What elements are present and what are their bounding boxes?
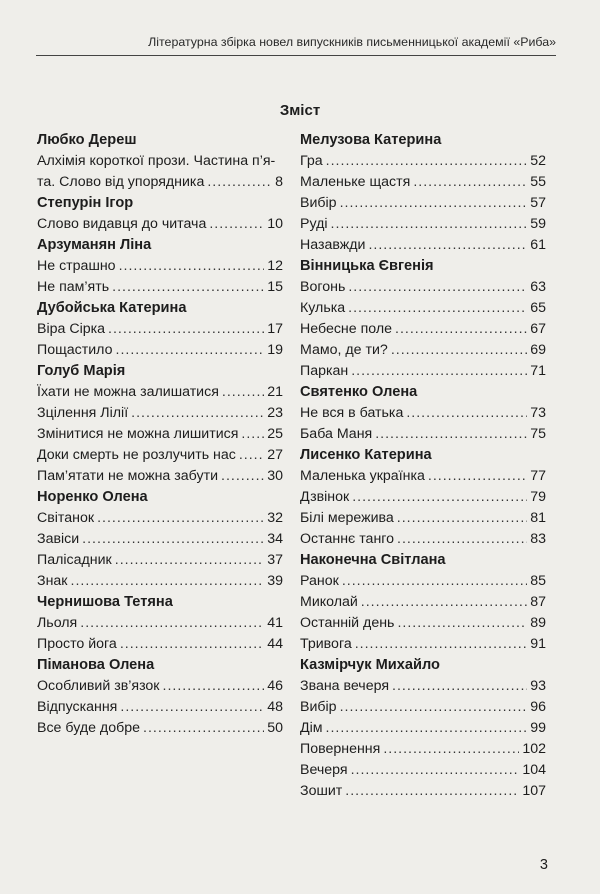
toc-entry-title: Ранок [300, 573, 339, 589]
toc-entry [300, 298, 546, 319]
toc-entry-page: 99 [530, 720, 546, 736]
dot-leader [348, 298, 527, 319]
toc-entry [37, 277, 283, 298]
toc-entry [300, 508, 546, 529]
toc-entry-page: 63 [530, 279, 546, 295]
dot-leader [221, 466, 264, 487]
toc-entry [300, 424, 546, 445]
toc-entry-page: 48 [267, 699, 283, 715]
toc-entry [300, 340, 546, 361]
toc-entry-page: 39 [267, 573, 283, 589]
toc-author: Арзуманян Ліна [37, 237, 152, 253]
dot-leader [97, 508, 264, 529]
toc-entry [37, 319, 283, 340]
toc-entry-title: Слово видавця до читача [37, 216, 207, 232]
toc-author: Дубойська Катерина [37, 300, 187, 316]
toc-entry-title: Гра [300, 153, 323, 169]
dot-leader [351, 760, 520, 781]
toc-entry-page: 77 [530, 468, 546, 484]
toc-author: Вінницька Євгенія [300, 258, 434, 274]
toc-entry-page: 25 [267, 426, 283, 442]
toc-entry-page: 89 [530, 615, 546, 631]
toc-entry [37, 718, 283, 739]
toc-entry [300, 487, 546, 508]
toc-entry [37, 571, 283, 592]
toc-entry-page: 50 [267, 720, 283, 736]
dot-leader [342, 571, 527, 592]
toc-entry-page: 71 [530, 363, 546, 379]
toc-entry [37, 382, 283, 403]
dot-leader [80, 613, 264, 634]
dot-leader [222, 382, 264, 403]
toc-entry-page: 12 [267, 258, 283, 274]
toc-entry-page: 37 [267, 552, 283, 568]
dot-leader [108, 319, 264, 340]
dot-leader [116, 340, 265, 361]
dot-leader [331, 214, 528, 235]
toc-entry [300, 592, 546, 613]
dot-leader [345, 781, 519, 802]
toc-entry-title: Вибір [300, 195, 337, 211]
toc-entry-page: 19 [267, 342, 283, 358]
toc-entry [300, 403, 546, 424]
dot-leader [207, 172, 272, 193]
toc-entry-page: 87 [530, 594, 546, 610]
toc-entry-page: 81 [530, 510, 546, 526]
toc-entry-title: Останнє танго [300, 531, 395, 547]
toc-entry-page: 30 [267, 468, 283, 484]
dot-leader [395, 319, 527, 340]
dot-leader [131, 403, 264, 424]
toc-entry [300, 634, 546, 655]
toc-entry-title: Завіси [37, 531, 80, 547]
toc-entry [37, 697, 283, 718]
toc-entry-page: 41 [267, 615, 283, 631]
toc-entry [300, 697, 546, 718]
toc-entry-page: 8 [275, 174, 283, 190]
toc-entry-title: Не вся в батька [300, 405, 404, 421]
dot-leader [209, 214, 264, 235]
toc-left-column [37, 130, 283, 739]
toc-author: Норенко Олена [37, 489, 148, 505]
toc-entry-title: Маленьке щастя [300, 174, 411, 190]
dot-leader [368, 235, 527, 256]
dot-leader [82, 529, 264, 550]
toc-entry-title: Доки смерть не розлучить нас [37, 447, 236, 463]
toc-entry [300, 235, 546, 256]
toc-entry [300, 172, 546, 193]
toc-entry-page: 73 [530, 405, 546, 421]
toc-entry-page: 67 [530, 321, 546, 337]
toc-entry-title: Особливий зв’язок [37, 678, 160, 694]
dot-leader [340, 697, 528, 718]
toc-entry [37, 508, 283, 529]
toc-entry-title: Дім [300, 720, 323, 736]
toc-entry-page: 34 [267, 531, 283, 547]
dot-leader [352, 487, 527, 508]
toc-entry-page: 46 [267, 678, 283, 694]
toc-entry [300, 760, 546, 781]
toc-right-column [300, 130, 546, 802]
toc-entry-title: Небесне поле [300, 321, 393, 337]
toc-entry-title: Відпускання [37, 699, 118, 715]
toc-entry-page: 15 [267, 279, 283, 295]
toc-entry-title: Дзвінок [300, 489, 350, 505]
toc-entry [300, 676, 546, 697]
toc-entry-page: 102 [522, 741, 546, 757]
dot-leader [397, 613, 527, 634]
toc-entry-title: Просто йога [37, 636, 117, 652]
toc-entry [300, 277, 546, 298]
toc-entry-page: 96 [530, 699, 546, 715]
toc-entry-title: Віра Сірка [37, 321, 106, 337]
dot-leader [112, 277, 264, 298]
toc-entry [37, 550, 283, 571]
dot-leader [375, 424, 527, 445]
toc-entry-page: 79 [530, 489, 546, 505]
toc-entry-page: 32 [267, 510, 283, 526]
toc-entry-title: Вогонь [300, 279, 346, 295]
toc-author: Голуб Марія [37, 363, 126, 379]
toc-entry-title: Зцілення Лілії [37, 405, 129, 421]
toc-entry-title: Кулька [300, 300, 346, 316]
toc-entry [37, 403, 283, 424]
toc-entry [300, 214, 546, 235]
toc-entry-page: 104 [522, 762, 546, 778]
toc-author: Піманова Олена [37, 657, 155, 673]
dot-leader [326, 718, 528, 739]
toc-entry-page: 23 [267, 405, 283, 421]
dot-leader [143, 718, 264, 739]
dot-leader [239, 445, 264, 466]
toc-entry-title: Вибір [300, 699, 337, 715]
toc-entry [300, 529, 546, 550]
toc-entry [300, 193, 546, 214]
toc-entry-title: Білі мережива [300, 510, 394, 526]
toc-entry-page: 57 [530, 195, 546, 211]
toc-author: Чернишова Тетяна [37, 594, 173, 610]
dot-leader [383, 739, 519, 760]
toc-author: Святенко Олена [300, 384, 418, 400]
toc-entry-page: 44 [267, 636, 283, 652]
toc-entry [300, 319, 546, 340]
toc-entry [37, 676, 283, 697]
dot-leader [115, 550, 264, 571]
dot-leader [340, 193, 528, 214]
dot-leader [119, 256, 265, 277]
toc-entry-page: 91 [530, 636, 546, 652]
toc-entry-page: 65 [530, 300, 546, 316]
dot-leader [348, 277, 527, 298]
toc-entry-title: Знак [37, 573, 68, 589]
dot-leader [406, 403, 527, 424]
toc-entry-page: 69 [530, 342, 546, 358]
dot-leader [391, 340, 527, 361]
toc-entry [37, 445, 283, 466]
dot-leader [397, 529, 527, 550]
toc-entry-title: Мамо, де ти? [300, 342, 388, 358]
toc-entry [300, 718, 546, 739]
toc-entry-page: 27 [267, 447, 283, 463]
toc-entry [300, 151, 546, 172]
dot-leader [413, 172, 527, 193]
toc-entry [300, 781, 546, 802]
toc-entry [37, 466, 283, 487]
toc-entry-title: Палісадник [37, 552, 112, 568]
toc-entry-title: Змінитися не можна лишитися [37, 426, 239, 442]
dot-leader [163, 676, 265, 697]
toc-entry-title: Назавжди [300, 237, 366, 253]
toc-entry-page: 10 [267, 216, 283, 232]
toc-entry [300, 466, 546, 487]
toc-entry-title: Тривога [300, 636, 352, 652]
toc-entry-page: 59 [530, 216, 546, 232]
toc-entry-title: Баба Маня [300, 426, 373, 442]
toc-entry-page: 17 [267, 321, 283, 337]
dot-leader [392, 676, 527, 697]
toc-entry-title: Звана вечеря [300, 678, 389, 694]
toc-entry [300, 361, 546, 382]
toc-entry-page: 75 [530, 426, 546, 442]
toc-entry [37, 634, 283, 655]
toc-entry-title: Останній день [300, 615, 395, 631]
dot-leader [351, 361, 527, 382]
page-number: 3 [539, 857, 548, 873]
dot-leader [326, 151, 528, 172]
toc-entry-title: Пощастило [37, 342, 113, 358]
dot-leader [120, 634, 264, 655]
toc-entry-page: 52 [530, 153, 546, 169]
toc-entry-page: 83 [530, 531, 546, 547]
toc-entry-title: Зошит [300, 783, 343, 799]
toc-author: Казмірчук Михайло [300, 657, 440, 673]
toc-entry-page: 85 [530, 573, 546, 589]
dot-leader [241, 424, 264, 445]
toc-entry [37, 340, 283, 361]
toc-entry-page: 55 [530, 174, 546, 190]
toc-entry-page: 93 [530, 678, 546, 694]
toc-entry-title: та. Слово від упорядника [37, 174, 205, 190]
toc-entry-title: Пам’ятати не можна забути [37, 468, 218, 484]
toc-entry-title: Не страшно [37, 258, 116, 274]
toc-entry [37, 172, 283, 193]
toc-entry-title: Льоля [37, 615, 78, 631]
toc-entry [37, 529, 283, 550]
dot-leader [428, 466, 527, 487]
toc-entry [37, 613, 283, 634]
toc-entry-page: 107 [522, 783, 546, 799]
toc-entry [37, 424, 283, 445]
toc-entry-title: Миколай [300, 594, 358, 610]
toc-entry [300, 739, 546, 760]
dot-leader [120, 697, 264, 718]
dot-leader [397, 508, 527, 529]
toc-author: Степурін Ігор [37, 195, 134, 211]
toc-entry-title: Вечеря [300, 762, 348, 778]
toc-entry [37, 256, 283, 277]
toc-entry-title: Руді [300, 216, 328, 232]
toc-entry-title-line: Алхімія короткої прози. Частина п’я- [37, 153, 276, 169]
toc-entry [300, 571, 546, 592]
toc-entry [300, 613, 546, 634]
toc-entry-title: Світанок [37, 510, 95, 526]
toc-entry-title: Не пам’ять [37, 279, 110, 295]
dot-leader [361, 592, 527, 613]
dot-leader [71, 571, 265, 592]
toc-author: Любко Дереш [37, 132, 137, 148]
dot-leader [355, 634, 528, 655]
toc-author: Наконечна Світлана [300, 552, 446, 568]
toc-entry [37, 214, 283, 235]
toc-entry-title: Їхати не можна залишатися [37, 384, 219, 400]
toc-author: Мелузова Катерина [300, 132, 442, 148]
toc-entry-title: Маленька українка [300, 468, 425, 484]
toc-entry-title: Все буде добре [37, 720, 141, 736]
running-header: Літературна збірка новел випускників письменницької академії «Риба» [36, 34, 556, 56]
toc-title: Зміст [279, 102, 321, 119]
toc-entry-title: Повернення [300, 741, 381, 757]
toc-entry-page: 21 [267, 384, 283, 400]
toc-author: Лисенко Катерина [300, 447, 432, 463]
toc-entry-title: Паркан [300, 363, 349, 379]
toc-entry-page: 61 [530, 237, 546, 253]
